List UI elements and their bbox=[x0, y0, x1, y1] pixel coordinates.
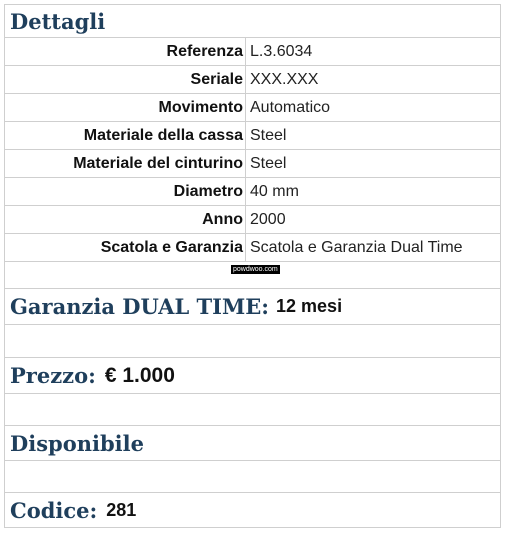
detail-label: Diametro bbox=[5, 178, 246, 205]
detail-row-strap-material bbox=[5, 150, 500, 178]
warranty-label: Garanzia DUAL TIME: bbox=[10, 294, 270, 319]
code-row bbox=[5, 493, 500, 527]
detail-value: L.3.6034 bbox=[250, 43, 313, 60]
detail-value: 2000 bbox=[250, 211, 286, 228]
detail-label: Referenza bbox=[5, 38, 246, 65]
detail-label: Anno bbox=[5, 206, 246, 233]
code-value: 281 bbox=[106, 499, 137, 520]
detail-row-anno bbox=[5, 206, 500, 234]
detail-row-referenza bbox=[5, 38, 500, 66]
detail-row-case-material bbox=[5, 122, 500, 150]
price-value: € 1.000 bbox=[104, 363, 175, 387]
detail-value: Steel bbox=[250, 155, 287, 172]
spacer-row bbox=[5, 461, 500, 493]
warranty-value: 12 mesi bbox=[276, 296, 343, 316]
watermark-badge: powdwoo.com bbox=[233, 266, 278, 273]
detail-value: 40 mm bbox=[250, 183, 299, 200]
detail-row-diametro bbox=[5, 178, 500, 206]
watermark-row bbox=[5, 262, 500, 289]
detail-value: XXX.XXX bbox=[250, 71, 319, 88]
price-label: Prezzo: bbox=[10, 363, 96, 388]
price-row bbox=[5, 358, 500, 394]
details-table bbox=[4, 4, 501, 528]
detail-label: Materiale del cinturino bbox=[5, 150, 246, 177]
details-heading-row bbox=[5, 5, 500, 38]
detail-value: Steel bbox=[250, 127, 287, 144]
detail-label: Movimento bbox=[5, 94, 246, 121]
detail-row-seriale bbox=[5, 66, 500, 94]
detail-row-movimento bbox=[5, 94, 500, 122]
detail-value: Scatola e Garanzia Dual Time bbox=[250, 239, 463, 256]
detail-label: Seriale bbox=[5, 66, 246, 93]
detail-label: Scatola e Garanzia bbox=[5, 234, 246, 261]
spacer-row bbox=[5, 394, 500, 426]
warranty-row bbox=[5, 289, 500, 325]
detail-row-scatola-garanzia bbox=[5, 234, 500, 262]
availability-label: Disponibile bbox=[10, 430, 144, 456]
code-label: Codice: bbox=[10, 497, 98, 523]
details-title: Dettagli bbox=[10, 8, 106, 34]
availability-row bbox=[5, 426, 500, 461]
detail-value: Automatico bbox=[250, 99, 331, 116]
detail-label: Materiale della cassa bbox=[5, 122, 246, 149]
spacer-row bbox=[5, 325, 500, 358]
